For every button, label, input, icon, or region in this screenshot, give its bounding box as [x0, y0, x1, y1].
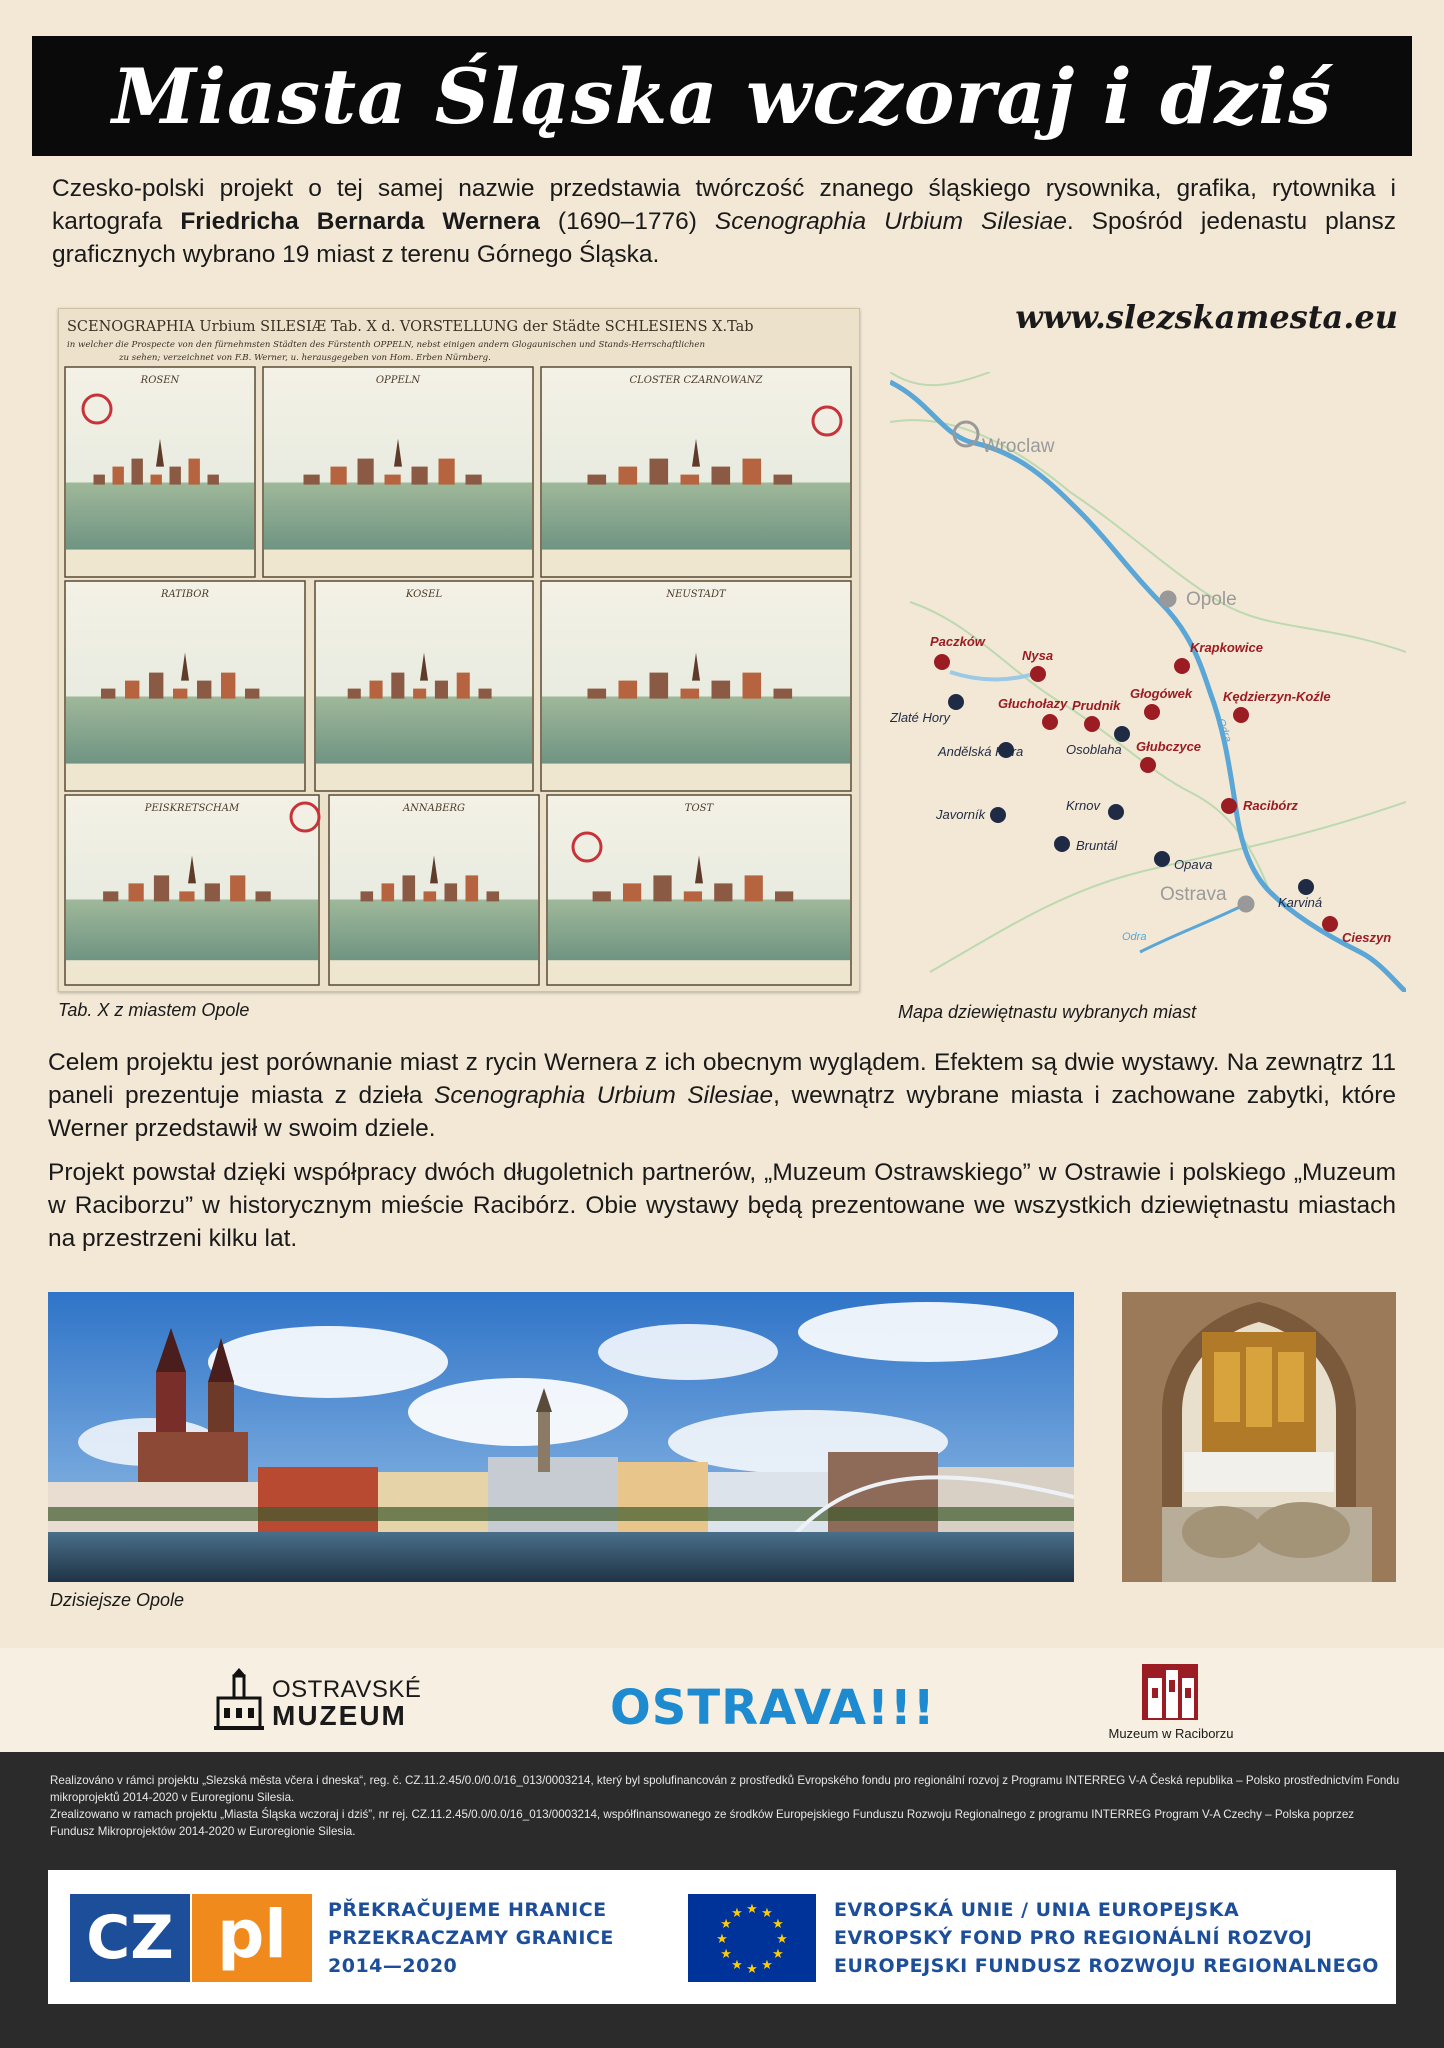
- polish-city-marker: [934, 654, 950, 670]
- opole-photo: [48, 1292, 1074, 1582]
- engraving-panel-title: CLOSTER CZARNOWANZ: [629, 375, 763, 386]
- border-line: [890, 420, 1406, 652]
- map-illustration: [890, 372, 1406, 992]
- raciborz-museum-label: Muzeum w Raciborzu: [1108, 1726, 1234, 1741]
- page-title: Miasta Śląska wczoraj i dziś: [111, 51, 1333, 141]
- engraving-image: [58, 308, 860, 992]
- czech-city-marker: [1108, 804, 1124, 820]
- footer: [0, 1752, 1444, 2048]
- eu-star-icon: ★: [761, 1957, 773, 1973]
- polish-city-label: Cieszyn: [1342, 930, 1392, 945]
- czech-city-marker: [1054, 836, 1070, 852]
- czech-city-marker: [1114, 726, 1130, 742]
- polish-city-label: Kędzierzyn-Koźle: [1223, 689, 1331, 704]
- czpl-slogan-pl: PRZEKRACZAMY GRANICE: [328, 1927, 614, 1949]
- polish-city-marker: [1144, 704, 1160, 720]
- czech-city-marker: [1298, 879, 1314, 895]
- body-work-italic: Scenographia Urbium Silesiae: [434, 1082, 774, 1109]
- engraving-header-line3: zu sehen; verzeichnet von F.B. Werner, u. herausgegeben von Hom. Erben Nürnberg.: [119, 353, 491, 363]
- title-bar: [32, 36, 1412, 156]
- engraving-panel: [541, 367, 851, 577]
- eu-text: [834, 1896, 1379, 1980]
- czpl-years: 2014—2020: [328, 1955, 458, 1977]
- cities-map: [890, 372, 1406, 992]
- eu-line-2: EVROPSKÝ FOND PRO REGIONÁLNÍ ROZVOJ: [834, 1927, 1313, 1949]
- polish-city-label: Paczków: [930, 634, 985, 649]
- raciborz-interior-photo: [1122, 1292, 1396, 1582]
- czech-city-label: Javorník: [936, 807, 986, 822]
- map-caption: Mapa dziewiętnastu wybranych miast: [898, 1002, 1197, 1022]
- chapel-interior-illustration: [1122, 1292, 1396, 1582]
- eu-star-icon: ★: [772, 1917, 784, 1932]
- engraving-panel: [547, 795, 851, 985]
- engraving-illustration: [59, 309, 859, 991]
- funding-note-pl: Zrealizowano w ramach projektu „Miasta Śląska wczoraj i dziś”, nr rej. CZ.11.2.45/0.0/0.0/16_013/0003214, współfinansowanego ze środków Europejskiego Funduszu Rozwoju Regionalnego z programu INTERREG Program V-A Czechy – Polska poprzez Fundusz Mikroprojektów 2014-2020 w Euroregionie Silesia.: [50, 1808, 1355, 1838]
- engraving-panel: [541, 581, 851, 791]
- intro-text-a: Czesko-polski projekt o tej samej nazwie przedstawia twórczość znanego śląskiego rysownika, grafika, rytownika i kartografa: [52, 175, 1396, 235]
- eu-line-1: EVROPSKÁ UNIE / UNIA EUROPEJSKA: [834, 1899, 1240, 1921]
- intro-text-b: (1690–1776): [539, 208, 715, 235]
- polish-city-marker: [1233, 707, 1249, 723]
- engraving-panel-title: ANNABERG: [402, 803, 466, 814]
- polish-city-label: Racibórz: [1243, 798, 1298, 813]
- muzeum-label: MUZEUM: [272, 1700, 407, 1731]
- engraving-panel-title: NEUSTADT: [666, 589, 726, 600]
- ostrava-logo: OSTRAVA!!!: [610, 1680, 936, 1736]
- intro-name-bold: Friedricha Bernarda Wernera: [180, 208, 540, 235]
- funding-note: [50, 1772, 1400, 1840]
- czech-city-marker: [1154, 851, 1170, 867]
- polish-city-marker: [1174, 658, 1190, 674]
- museum-building-icon: [212, 1668, 266, 1732]
- body-paragraph-1: [48, 1046, 1396, 1145]
- engraving-panel: [329, 795, 539, 985]
- polish-city-label: Prudnik: [1072, 698, 1121, 713]
- engraving-panel: [263, 367, 533, 577]
- polish-city-marker: [1140, 757, 1156, 773]
- polish-city-marker: [1030, 666, 1046, 682]
- eu-star-icon: ★: [731, 1906, 743, 1922]
- eu-star-icon: ★: [720, 1947, 732, 1962]
- czech-city-label: Zlaté Hory: [890, 710, 950, 725]
- czech-city-marker: [948, 694, 964, 710]
- body-text-b: , wewnątrz wybrane miasta i zachowane zabytki, które Werner przedstawił w swoim dziele.: [48, 1082, 1396, 1142]
- polish-city-label: Głogówek: [1130, 686, 1193, 701]
- czech-city-label: Andělská Hora: [938, 744, 1024, 759]
- body-text-a: Celem projektu jest porównanie miast z rycin Wernera z ich obecnym wyglądem. Efektem są dwie wystawy. Na zewnątrz 11 paneli prezentuje miasta z dzieła: [48, 1049, 1396, 1109]
- reference-city-label: Ostrava: [1160, 884, 1227, 905]
- polish-city-label: Głuchołazy: [998, 696, 1068, 711]
- czech-city-label: Karviná: [1278, 895, 1323, 910]
- eu-star-icon: ★: [746, 1962, 758, 1977]
- eu-star-icon: ★: [720, 1917, 732, 1932]
- eu-star-icon: ★: [716, 1932, 728, 1947]
- engraving-panel: [65, 367, 255, 577]
- polish-city-label: Nysa: [1022, 648, 1054, 663]
- ostravske-label: OSTRAVSKÉ: [272, 1676, 422, 1703]
- river-label: Odra: [1122, 931, 1147, 943]
- polish-city-marker: [1322, 916, 1338, 932]
- engraving-panel: [315, 581, 533, 791]
- eu-stars-icon: [688, 1894, 816, 1982]
- reference-city-label: Opole: [1186, 589, 1237, 610]
- czech-city-label: Opava: [1174, 857, 1213, 872]
- website-url[interactable]: www.slezskamesta.eu: [1015, 298, 1398, 336]
- eu-star-icon: ★: [776, 1932, 788, 1947]
- engraving-panel-title: TOST: [684, 803, 714, 814]
- eu-star-icon: ★: [761, 1906, 773, 1922]
- eu-star-icon: ★: [772, 1947, 784, 1962]
- polish-city-label: Głubczyce: [1136, 739, 1202, 754]
- engraving-header-line2: in welcher die Prospecte von den fürnehmsten Städten des Fürstenth OPPELN, nebst einigen andern Glogaunischen und Stands-Herrschaftlichen: [67, 340, 706, 350]
- engraving-panel-title: KOSEL: [405, 589, 443, 600]
- reference-city-label: Wroclaw: [982, 436, 1055, 457]
- engraving-panel-title: RATIBOR: [160, 589, 210, 600]
- engraving-panel: [65, 581, 305, 791]
- czpl-slogan: [328, 1896, 614, 1980]
- polish-city-marker: [1042, 714, 1058, 730]
- engraving-panel-title: ROSEN: [140, 375, 180, 386]
- eu-star-icon: ★: [731, 1957, 743, 1973]
- czpl-slogan-cz: PŘEKRAČUJEME HRANICE: [328, 1899, 607, 1921]
- czech-city-label: Osoblaha: [1066, 742, 1122, 757]
- eu-line-3: EUROPEJSKI FUNDUSZ ROZWOJU REGIONALNEGO: [834, 1955, 1379, 1977]
- photo-caption: Dzisiejsze Opole: [50, 1590, 185, 1610]
- intro-work-italic: Scenographia Urbium Silesiae: [714, 208, 1067, 235]
- raciborz-museum-logo: [1142, 1664, 1198, 1720]
- raciborz-emblem-icon: [1142, 1664, 1198, 1720]
- polish-city-label: Krapkowice: [1190, 640, 1263, 655]
- czech-city-label: Bruntál: [1076, 838, 1118, 853]
- polish-city-marker: [1221, 798, 1237, 814]
- river-tributary: [1140, 902, 1250, 952]
- intro-paragraph: [52, 172, 1396, 271]
- eu-star-icon: ★: [746, 1902, 758, 1917]
- reference-city-marker: [1239, 897, 1253, 911]
- engraving-caption: Tab. X z miastem Opole: [58, 1000, 250, 1020]
- czech-city-marker: [990, 807, 1006, 823]
- opole-panorama-illustration: [48, 1292, 1074, 1582]
- czpl-logo-pl: pl: [192, 1894, 312, 1982]
- engraving-panel-title: PEISKRETSCHAM: [144, 803, 240, 814]
- border-line: [890, 372, 990, 385]
- reference-city-marker: [1161, 592, 1175, 606]
- polish-city-marker: [1084, 716, 1100, 732]
- river-label: Odra: [1214, 716, 1234, 745]
- czpl-logo-cz: CZ: [70, 1894, 190, 1982]
- engraving-header-line1: SCENOGRAPHIA Urbium SILESIÆ Tab. X d. VORSTELLUNG der Städte SCHLESIENS X.Tab: [67, 319, 754, 335]
- funding-note-cz: Realizováno v rámci projektu „Slezská města včera i dneska“, reg. č. CZ.11.2.45/0.0/0.0/16_013/0003214, který byl spolufinancován z prostředků Evropského fondu pro regionální rozvoj z Programu INTERREG V-A Česká republika – Polsko prostřednictvím Fondu mikroprojektů 2014-2020 v Euroregionu Silesia.: [50, 1774, 1400, 1804]
- ostravske-muzeum-logo: [212, 1668, 442, 1732]
- body-paragraph-2: Projekt powstał dzięki współpracy dwóch długoletnich partnerów, „Muzeum Ostrawskiego” w Ostrawie i polskiego „Muzeum w Raciborzu” w historycznym mieście Racibórz. Obie wystawy będą prezentowane we wszystkich dziewiętnastu miastach na przestrzeni kilku lat.: [48, 1159, 1396, 1252]
- intro-text-c: . Spośród jedenastu plansz graficznych wybrano 19 miast z terenu Górnego Śląska.: [52, 208, 1396, 268]
- funding-logos: [48, 1870, 1396, 2004]
- engraving-panel: [65, 795, 319, 985]
- czech-city-label: Krnov: [1066, 798, 1100, 813]
- engraving-panel-title: OPPELN: [375, 375, 421, 386]
- eu-flag-icon: [688, 1894, 816, 1982]
